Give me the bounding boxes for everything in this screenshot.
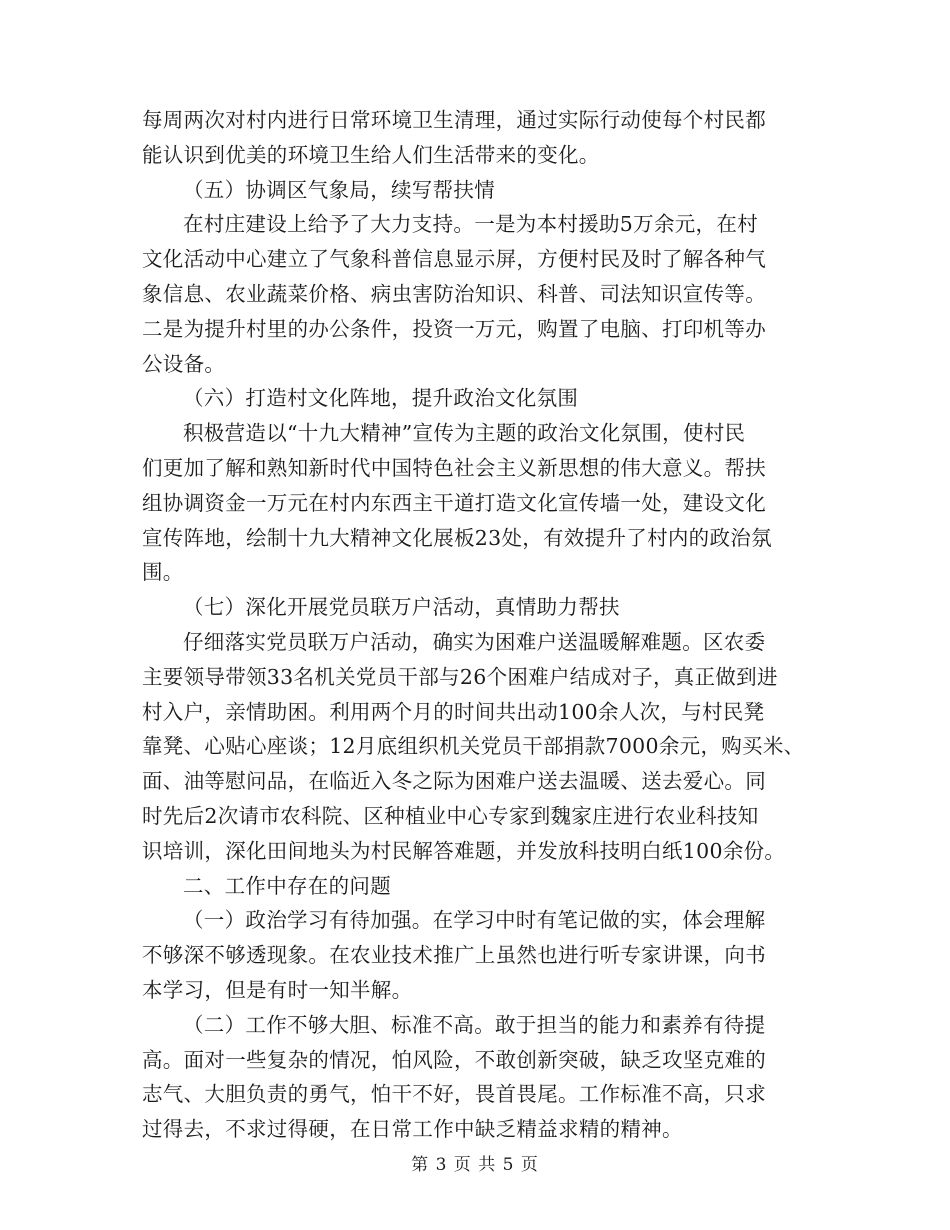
text-line: 面、油等慰问品，在临近入冬之际为困难户送去温暖、送去爱心。同: [142, 769, 766, 794]
text-line: 时先后2次请市农科院、区种植业中心专家到魏家庄进行农业科技知: [142, 803, 759, 828]
text-line: 围。: [142, 560, 184, 585]
text-line: 在村庄建设上给予了大力支持。一是为本村援助5万余元，在村: [183, 212, 758, 237]
text-line: （七）深化开展党员联万户活动，真情助力帮扶: [183, 595, 620, 620]
text-line: 象信息、农业蔬菜价格、病虫害防治知识、科普、司法知识宣传等。: [142, 281, 766, 306]
text-line: 志气、大胆负责的勇气，怕干不好，畏首畏尾。工作标准不高，只求: [142, 1082, 766, 1107]
text-line: （五）协调区气象局，续写帮扶情: [183, 177, 495, 202]
document-body: [142, 103, 805, 1147]
text-line: 能认识到优美的环境卫生给人们生活带来的变化。: [142, 142, 600, 167]
text-line: 积极营造以“十九大精神”宣传为主题的政治文化氛围，使村民: [183, 421, 746, 446]
text-line: （六）打造村文化阵地，提升政治文化氛围: [183, 386, 579, 411]
text-line: 们更加了解和熟知新时代中国特色社会主义新思想的伟大意义。帮扶: [142, 455, 766, 480]
text-line: （一）政治学习有待加强。在学习中时有笔记做的实，体会理解: [183, 908, 766, 933]
page-number-footer: 第 3 页 共 5 页: [411, 1155, 539, 1175]
text-line: 仔细落实党员联万户活动，确实为困难户送温暖解难题。区农委: [183, 629, 766, 654]
text-line: 组协调资金一万元在村内东西主干道打造文化宣传墙一处，建设文化: [142, 490, 766, 515]
text-line: 文化活动中心建立了气象科普信息显示屏，方便村民及时了解各种气: [142, 247, 766, 272]
text-line: （二）工作不够大胆、标准不高。敢于担当的能力和素养有待提: [183, 1012, 766, 1037]
text-line: 高。面对一些复杂的情况，怕风险，不敢创新突破，缺乏攻坚克难的: [142, 1047, 766, 1072]
text-line: 本学习，但是有时一知半解。: [142, 977, 413, 1002]
text-line: 二是为提升村里的办公条件，投资一万元，购置了电脑、打印机等办: [142, 316, 766, 341]
text-line: 过得去，不求过得硬，在日常工作中缺乏精益求精的精神。: [142, 1117, 683, 1142]
text-line: 靠凳、心贴心座谈；12月底组织机关党员干部捐款7000余元，购买米、: [142, 734, 805, 759]
text-line: 主要领导带领33名机关党员干部与26个困难户结成对子，真正做到进: [142, 664, 778, 689]
text-line: 宣传阵地，绘制十九大精神文化展板23处，有效提升了村内的政治氛: [142, 525, 772, 550]
text-line: 二、工作中存在的问题: [183, 873, 391, 898]
text-line: 村入户，亲情助困。利用两个月的时间共出动100余人次，与村民凳: [142, 699, 765, 724]
text-line: 公设备。: [142, 351, 226, 376]
text-line: 不够深不够透现象。在农业技术推广上虽然也进行听专家讲课，向书: [142, 943, 766, 968]
text-line: 每周两次对村内进行日常环境卫生清理，通过实际行动使每个村民都: [142, 108, 766, 132]
text-line: 识培训，深化田间地头为村民解答难题，并发放科技明白纸100余份。: [142, 838, 786, 863]
